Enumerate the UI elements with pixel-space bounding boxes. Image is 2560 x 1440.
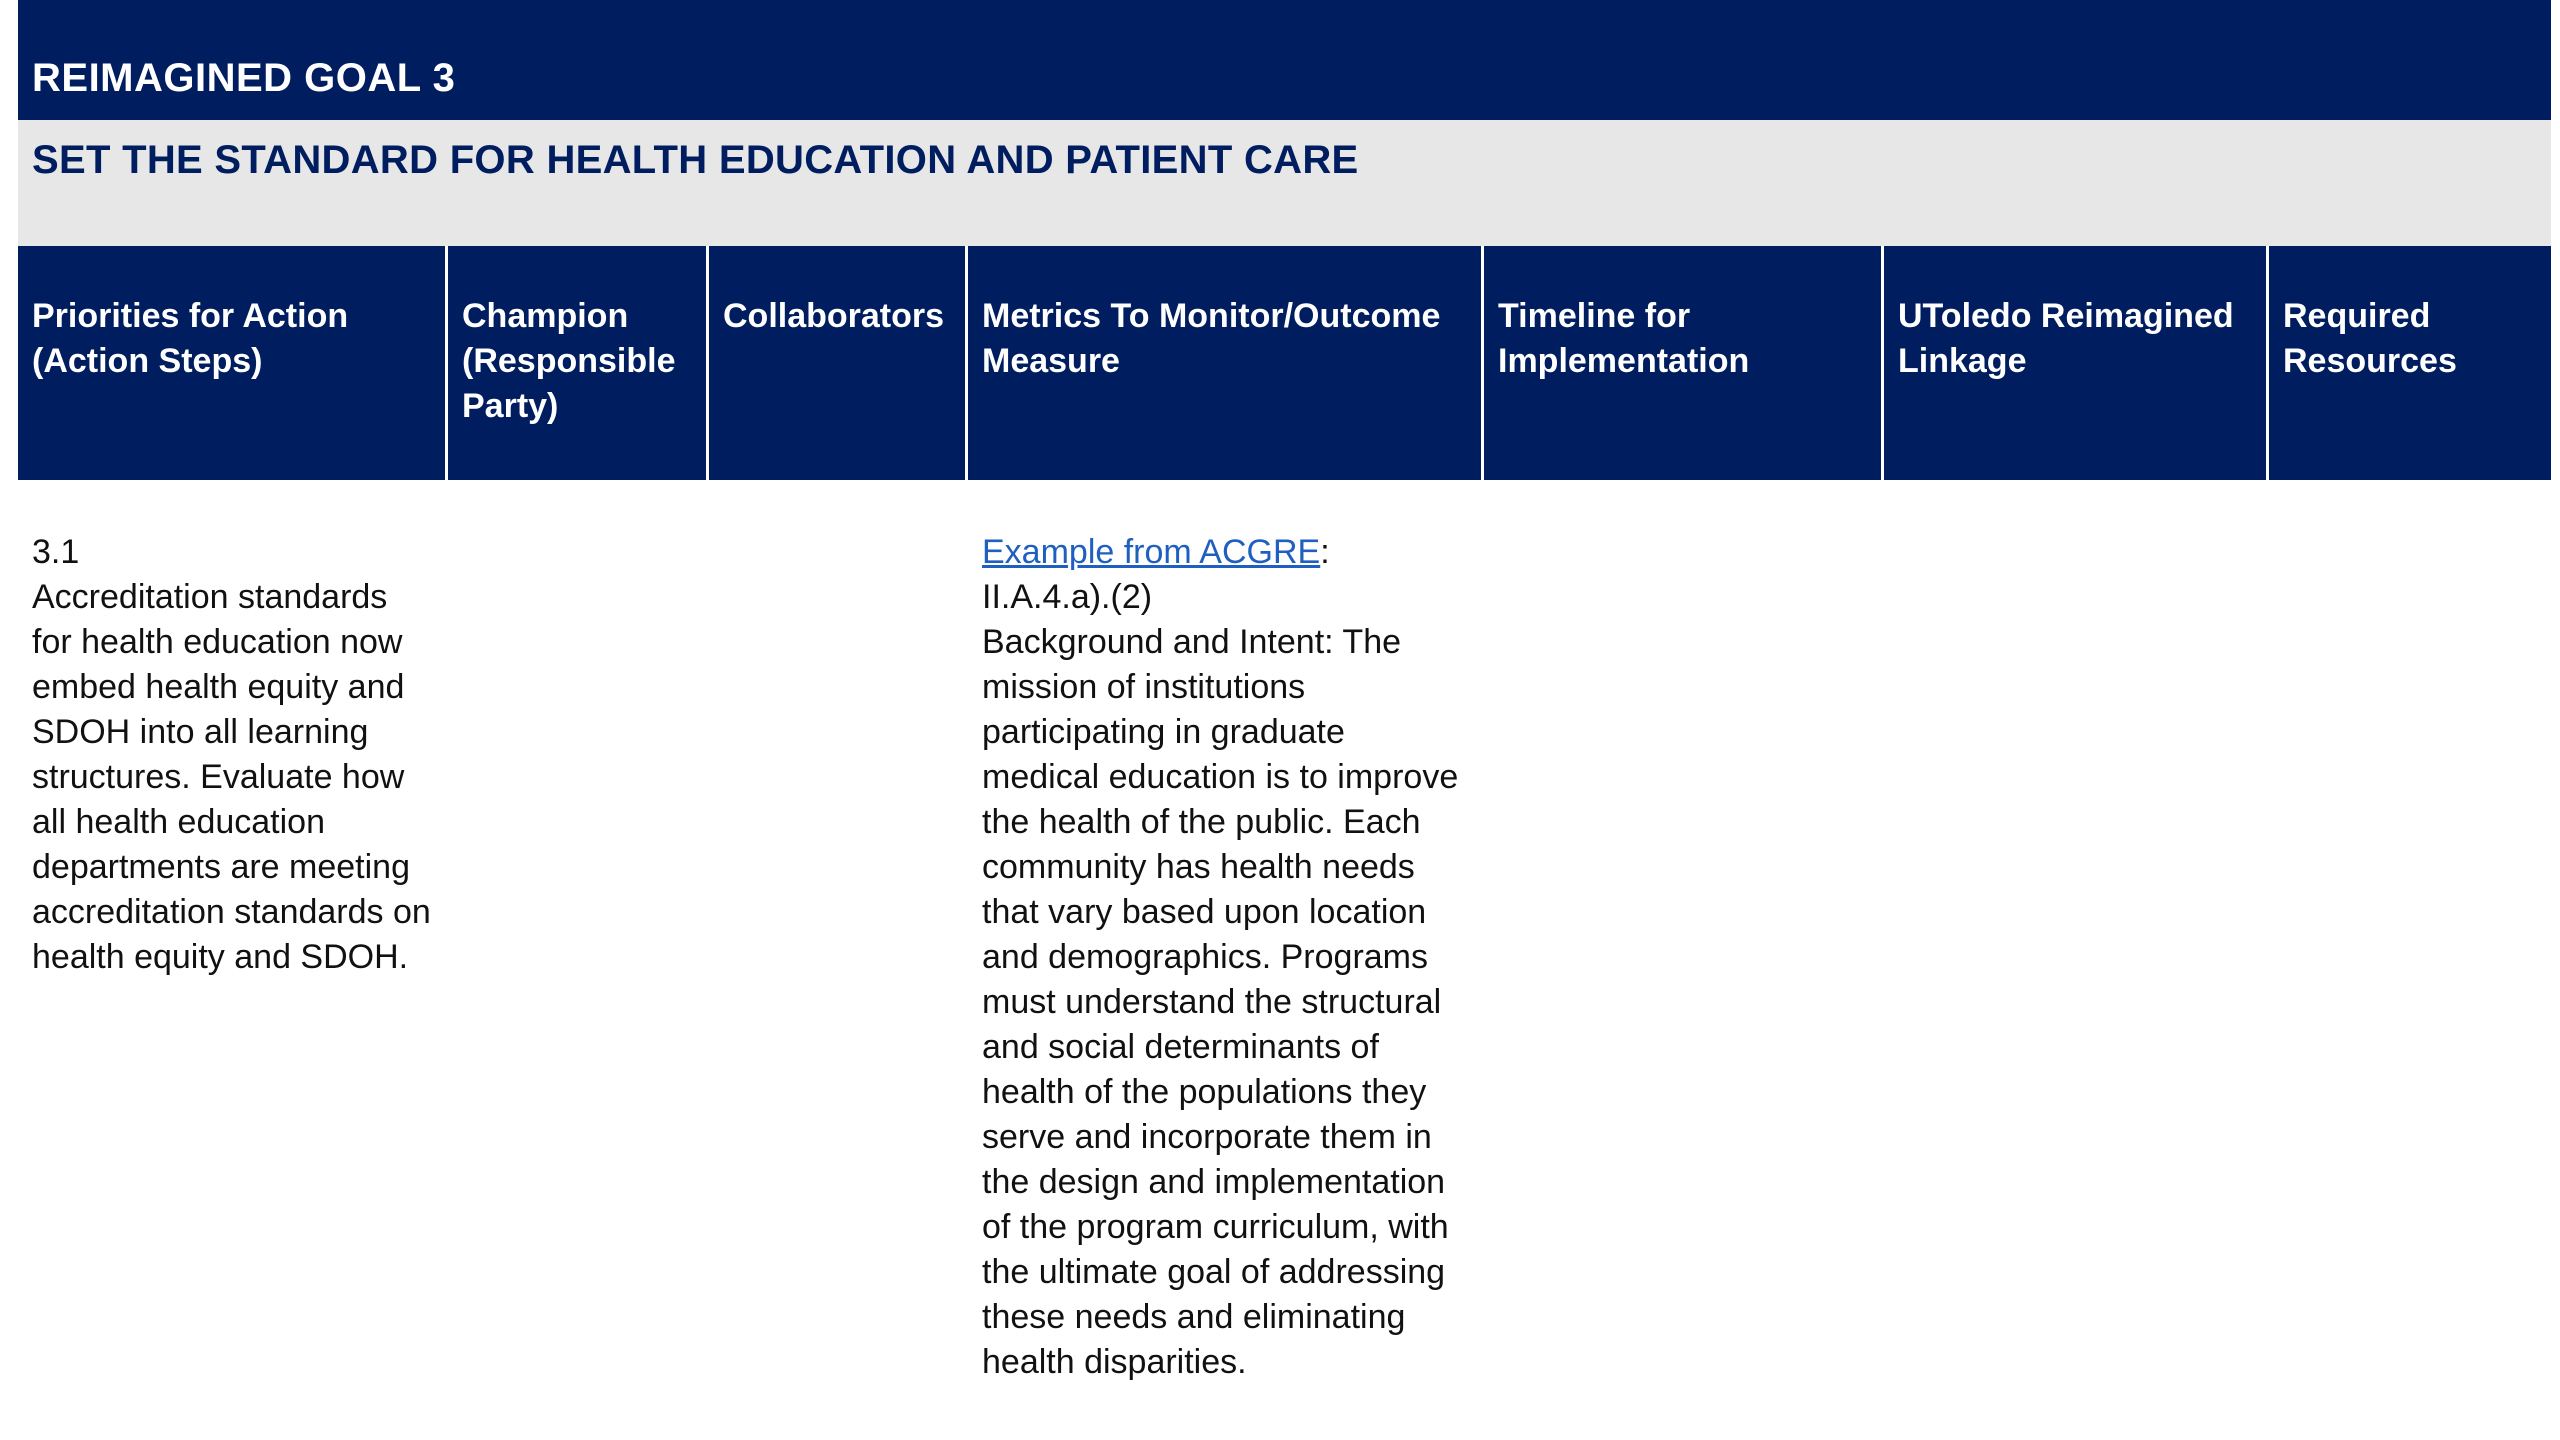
header-resources: Required Resources: [2269, 246, 2551, 480]
header-linkage: UToledo Reimagined Linkage: [1884, 246, 2269, 480]
metrics-cell: [968, 480, 1484, 1385]
header-champion: Champion (Responsible Party): [448, 246, 709, 480]
priority-cell: [18, 480, 448, 1385]
metrics-text: Background and Intent: The mission of institutions participating in graduate medical education is to improve the health of the public. Each community has health needs that vary based upon location and demographics. Programs must understand the structural and social determinants of health of the populations they serve and incorporate them in the design and implementation of the program curriculum, with the ultimate goal of addressing these needs and eliminating health disparities.: [982, 623, 1459, 1381]
header-priorities: Priorities for Action (Action Steps): [18, 246, 448, 480]
champion-cell: [448, 480, 709, 1385]
collaborators-cell: [709, 480, 968, 1385]
action-plan-table: [18, 246, 2551, 1440]
goal-subtitle-bar: [18, 120, 2551, 246]
linkage-cell: [1884, 480, 2269, 1385]
link-colon: :: [1320, 533, 1330, 571]
acgre-example-link[interactable]: Example from ACGRE: [982, 533, 1321, 571]
resources-cell: [2269, 480, 2551, 1385]
priority-number: 3.1: [32, 533, 80, 571]
timeline-cell: [1484, 480, 1884, 1385]
goal-subtitle: SET THE STANDARD FOR HEALTH EDUCATION AND PATIENT CARE: [32, 138, 1359, 182]
header-timeline: Timeline for Implementation: [1484, 246, 1884, 480]
metrics-reference: II.A.4.a).(2): [982, 578, 1153, 616]
table-header-row: [18, 246, 2551, 480]
header-collaborators: Collaborators: [709, 246, 968, 480]
header-metrics: Metrics To Monitor/Outcome Measure: [968, 246, 1484, 480]
goal-title: REIMAGINED GOAL 3: [32, 56, 456, 100]
goal-header-bar: [18, 0, 2551, 120]
table-row: [18, 480, 2551, 1385]
priority-text: Accreditation standards for health education now embed health equity and SDOH into all learning structures. Evaluate how all health education departments are meeting accreditation standards on health equity and SDOH.: [32, 578, 431, 976]
